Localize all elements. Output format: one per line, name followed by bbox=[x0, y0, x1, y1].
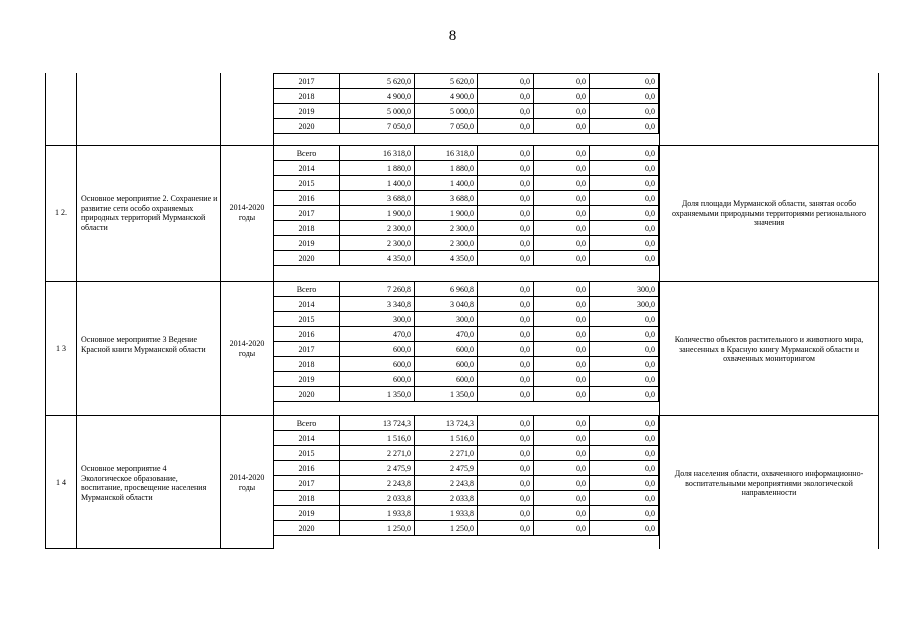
table-row bbox=[274, 221, 659, 236]
table-row bbox=[274, 476, 659, 491]
table-row bbox=[274, 206, 659, 221]
value-cell: 2 033,8 bbox=[415, 491, 478, 506]
value-cell: 1 900,0 bbox=[340, 206, 415, 221]
section-number: 1 2. bbox=[55, 208, 67, 217]
value-cell: 0,0 bbox=[590, 161, 659, 176]
table-row bbox=[274, 387, 659, 402]
section-1-4 bbox=[45, 415, 879, 549]
section-period: 2014-2020 годы bbox=[229, 473, 265, 492]
year-cell: 2019 bbox=[274, 236, 340, 251]
value-cell: 0,0 bbox=[478, 416, 534, 431]
table-row bbox=[274, 506, 659, 521]
table-row bbox=[274, 282, 659, 297]
year-cell: 2019 bbox=[274, 506, 340, 521]
value-cell: 7 260,8 bbox=[340, 282, 415, 297]
year-cell: 2014 bbox=[274, 161, 340, 176]
table-row bbox=[274, 431, 659, 446]
value-cell: 1 933,8 bbox=[415, 506, 478, 521]
table-row bbox=[274, 89, 659, 104]
value-cell: 13 724,3 bbox=[340, 416, 415, 431]
value-cell: 1 400,0 bbox=[340, 176, 415, 191]
value-cell: 0,0 bbox=[534, 431, 590, 446]
value-cell: 0,0 bbox=[478, 191, 534, 206]
value-cell: 0,0 bbox=[478, 491, 534, 506]
value-cell: 600,0 bbox=[415, 372, 478, 387]
year-cell: 2014 bbox=[274, 297, 340, 312]
value-cell: 0,0 bbox=[478, 236, 534, 251]
value-cell: 2 271,0 bbox=[415, 446, 478, 461]
value-cell: 1 880,0 bbox=[340, 161, 415, 176]
value-cell: 0,0 bbox=[534, 476, 590, 491]
value-cell: 300,0 bbox=[415, 312, 478, 327]
year-cell: 2020 bbox=[274, 387, 340, 402]
value-cell: 0,0 bbox=[534, 416, 590, 431]
value-cell: 0,0 bbox=[534, 446, 590, 461]
value-cell: 3 688,0 bbox=[340, 191, 415, 206]
value-cell: 0,0 bbox=[478, 387, 534, 402]
value-cell: 0,0 bbox=[590, 357, 659, 372]
value-cell: 0,0 bbox=[590, 491, 659, 506]
year-cell: 2017 bbox=[274, 74, 340, 89]
section-1-2 bbox=[45, 145, 879, 281]
value-cell: 0,0 bbox=[590, 446, 659, 461]
value-cell: 0,0 bbox=[534, 297, 590, 312]
value-cell: 0,0 bbox=[590, 146, 659, 161]
table-row bbox=[274, 357, 659, 372]
value-cell: 0,0 bbox=[478, 446, 534, 461]
value-cell: 470,0 bbox=[415, 327, 478, 342]
table-row bbox=[274, 146, 659, 161]
value-cell: 3 040,8 bbox=[415, 297, 478, 312]
table-row bbox=[274, 446, 659, 461]
value-cell: 1 900,0 bbox=[415, 206, 478, 221]
value-cell: 600,0 bbox=[415, 342, 478, 357]
table-row bbox=[274, 327, 659, 342]
value-cell: 600,0 bbox=[340, 357, 415, 372]
value-cell: 0,0 bbox=[478, 146, 534, 161]
year-cell: 2015 bbox=[274, 312, 340, 327]
value-cell: 0,0 bbox=[590, 206, 659, 221]
value-cell: 0,0 bbox=[478, 431, 534, 446]
value-cell: 5 000,0 bbox=[340, 104, 415, 119]
value-cell: 16 318,0 bbox=[340, 146, 415, 161]
table-row bbox=[274, 342, 659, 357]
value-cell: 0,0 bbox=[590, 176, 659, 191]
value-cell: 0,0 bbox=[534, 461, 590, 476]
value-cell: 0,0 bbox=[534, 146, 590, 161]
value-cell: 0,0 bbox=[534, 282, 590, 297]
value-cell: 300,0 bbox=[590, 282, 659, 297]
section-title: Основное мероприятие 2. Сохранение и развитие сети особо охраняемых природных территорий Мурманской области bbox=[81, 194, 218, 232]
value-cell: 0,0 bbox=[478, 221, 534, 236]
value-cell: 1 350,0 bbox=[415, 387, 478, 402]
value-cell: 0,0 bbox=[478, 506, 534, 521]
value-cell: 2 300,0 bbox=[415, 236, 478, 251]
value-cell: 2 475,9 bbox=[340, 461, 415, 476]
table-row bbox=[274, 491, 659, 506]
value-cell: 2 243,8 bbox=[415, 476, 478, 491]
value-cell: 2 300,0 bbox=[340, 236, 415, 251]
value-cell: 0,0 bbox=[534, 491, 590, 506]
value-cell: 1 250,0 bbox=[340, 521, 415, 536]
value-cell: 4 900,0 bbox=[340, 89, 415, 104]
table-row bbox=[274, 372, 659, 387]
value-cell: 4 900,0 bbox=[415, 89, 478, 104]
value-cell: 0,0 bbox=[590, 119, 659, 134]
table-row bbox=[274, 297, 659, 312]
page-number: 8 bbox=[448, 28, 457, 44]
value-cell: 0,0 bbox=[534, 236, 590, 251]
year-cell: 2017 bbox=[274, 206, 340, 221]
value-cell: 0,0 bbox=[534, 206, 590, 221]
year-cell: 2016 bbox=[274, 461, 340, 476]
year-cell: 2016 bbox=[274, 327, 340, 342]
value-cell: 0,0 bbox=[534, 506, 590, 521]
value-cell: 0,0 bbox=[478, 372, 534, 387]
table-row bbox=[274, 521, 659, 536]
year-cell: 2017 bbox=[274, 342, 340, 357]
value-cell: 0,0 bbox=[590, 521, 659, 536]
value-cell: 0,0 bbox=[534, 251, 590, 266]
value-cell: 5 000,0 bbox=[415, 104, 478, 119]
year-cell: 2015 bbox=[274, 446, 340, 461]
value-cell: 2 271,0 bbox=[340, 446, 415, 461]
year-cell: 2020 bbox=[274, 119, 340, 134]
value-cell: 0,0 bbox=[534, 221, 590, 236]
section-number: 1 3 bbox=[56, 344, 66, 353]
value-cell: 0,0 bbox=[590, 191, 659, 206]
value-cell: 0,0 bbox=[478, 312, 534, 327]
value-cell: 0,0 bbox=[478, 461, 534, 476]
table-row bbox=[274, 461, 659, 476]
year-cell: 2018 bbox=[274, 221, 340, 236]
section-title: Основное мероприятие 3 Ведение Красной книги Мурманской области bbox=[81, 335, 206, 354]
value-cell: 0,0 bbox=[478, 297, 534, 312]
value-cell: 0,0 bbox=[534, 89, 590, 104]
value-cell: 0,0 bbox=[478, 282, 534, 297]
value-cell: 0,0 bbox=[590, 89, 659, 104]
value-cell: 4 350,0 bbox=[415, 251, 478, 266]
value-cell: 13 724,3 bbox=[415, 416, 478, 431]
table-row bbox=[274, 312, 659, 327]
value-cell: 0,0 bbox=[534, 372, 590, 387]
section-indicator: Доля населения области, охваченного информационно-воспитательными мероприятиями экологической направленности bbox=[674, 469, 864, 497]
value-cell: 0,0 bbox=[534, 104, 590, 119]
section-indicator: Доля площади Мурманской области, занятая особо охраняемыми природными территориями регионального значения bbox=[671, 199, 867, 227]
value-cell: 2 475,9 bbox=[415, 461, 478, 476]
value-cell: 0,0 bbox=[534, 327, 590, 342]
value-cell: 0,0 bbox=[478, 327, 534, 342]
year-cell: 2019 bbox=[274, 104, 340, 119]
value-cell: 0,0 bbox=[478, 476, 534, 491]
value-cell: 0,0 bbox=[534, 176, 590, 191]
section-period: 2014-2020 годы bbox=[229, 203, 265, 222]
value-cell: 0,0 bbox=[534, 161, 590, 176]
value-cell: 7 050,0 bbox=[415, 119, 478, 134]
value-cell: 2 300,0 bbox=[340, 221, 415, 236]
value-cell: 2 033,8 bbox=[340, 491, 415, 506]
value-cell: 0,0 bbox=[590, 416, 659, 431]
table-row bbox=[274, 251, 659, 266]
years-table bbox=[273, 73, 659, 134]
year-cell: Всего bbox=[274, 146, 340, 161]
value-cell: 1 880,0 bbox=[415, 161, 478, 176]
value-cell: 3 340,8 bbox=[340, 297, 415, 312]
table-row bbox=[274, 104, 659, 119]
year-cell: 2019 bbox=[274, 372, 340, 387]
value-cell: 3 688,0 bbox=[415, 191, 478, 206]
value-cell: 1 250,0 bbox=[415, 521, 478, 536]
value-cell: 6 960,8 bbox=[415, 282, 478, 297]
value-cell: 0,0 bbox=[534, 387, 590, 402]
year-cell: 2020 bbox=[274, 521, 340, 536]
value-cell: 300,0 bbox=[340, 312, 415, 327]
value-cell: 0,0 bbox=[478, 161, 534, 176]
value-cell: 2 300,0 bbox=[415, 221, 478, 236]
year-cell: 2018 bbox=[274, 89, 340, 104]
years-table bbox=[273, 145, 659, 266]
years-table bbox=[273, 281, 659, 402]
value-cell: 0,0 bbox=[534, 74, 590, 89]
section-1-3 bbox=[45, 281, 879, 415]
value-cell: 0,0 bbox=[534, 521, 590, 536]
value-cell: 0,0 bbox=[590, 372, 659, 387]
value-cell: 0,0 bbox=[590, 387, 659, 402]
value-cell: 4 350,0 bbox=[340, 251, 415, 266]
table-row bbox=[274, 236, 659, 251]
section-number: 1 4 bbox=[56, 478, 66, 487]
year-cell: 2018 bbox=[274, 491, 340, 506]
year-cell: Всего bbox=[274, 282, 340, 297]
year-cell: 2017 bbox=[274, 476, 340, 491]
value-cell: 0,0 bbox=[590, 236, 659, 251]
value-cell: 470,0 bbox=[340, 327, 415, 342]
value-cell: 0,0 bbox=[478, 342, 534, 357]
section-continuation bbox=[45, 73, 879, 145]
value-cell: 0,0 bbox=[590, 342, 659, 357]
value-cell: 1 400,0 bbox=[415, 176, 478, 191]
value-cell: 0,0 bbox=[590, 221, 659, 236]
value-cell: 0,0 bbox=[534, 342, 590, 357]
section-indicator: Количество объектов растительного и животного мира, занесенных в Красную книгу Мурманской области и охваченных мониторингом bbox=[674, 335, 864, 363]
value-cell: 0,0 bbox=[590, 251, 659, 266]
value-cell: 0,0 bbox=[478, 206, 534, 221]
value-cell: 0,0 bbox=[478, 74, 534, 89]
value-cell: 600,0 bbox=[340, 342, 415, 357]
value-cell: 1 516,0 bbox=[415, 431, 478, 446]
value-cell: 600,0 bbox=[415, 357, 478, 372]
value-cell: 1 516,0 bbox=[340, 431, 415, 446]
year-cell: 2015 bbox=[274, 176, 340, 191]
value-cell: 600,0 bbox=[340, 372, 415, 387]
value-cell: 0,0 bbox=[590, 431, 659, 446]
value-cell: 0,0 bbox=[590, 74, 659, 89]
value-cell: 7 050,0 bbox=[340, 119, 415, 134]
year-cell: 2016 bbox=[274, 191, 340, 206]
table-row bbox=[274, 416, 659, 431]
value-cell: 0,0 bbox=[478, 176, 534, 191]
value-cell: 0,0 bbox=[478, 521, 534, 536]
year-cell: 2014 bbox=[274, 431, 340, 446]
value-cell: 5 620,0 bbox=[340, 74, 415, 89]
value-cell: 0,0 bbox=[590, 476, 659, 491]
value-cell: 5 620,0 bbox=[415, 74, 478, 89]
value-cell: 1 350,0 bbox=[340, 387, 415, 402]
value-cell: 0,0 bbox=[534, 119, 590, 134]
value-cell: 0,0 bbox=[478, 251, 534, 266]
table-row bbox=[274, 119, 659, 134]
table-row bbox=[274, 191, 659, 206]
value-cell: 0,0 bbox=[478, 89, 534, 104]
value-cell: 16 318,0 bbox=[415, 146, 478, 161]
value-cell: 0,0 bbox=[534, 357, 590, 372]
value-cell: 0,0 bbox=[534, 312, 590, 327]
value-cell: 300,0 bbox=[590, 297, 659, 312]
value-cell: 0,0 bbox=[534, 191, 590, 206]
year-cell: 2018 bbox=[274, 357, 340, 372]
value-cell: 1 933,8 bbox=[340, 506, 415, 521]
table-row bbox=[274, 176, 659, 191]
value-cell: 0,0 bbox=[478, 104, 534, 119]
section-title: Основное мероприятие 4 Экологическое образование, воспитание, просвещение населения Мурманской области bbox=[81, 464, 207, 502]
value-cell: 0,0 bbox=[590, 461, 659, 476]
value-cell: 0,0 bbox=[590, 104, 659, 119]
table-row bbox=[274, 74, 659, 89]
value-cell: 0,0 bbox=[478, 357, 534, 372]
table-row bbox=[274, 161, 659, 176]
years-table bbox=[273, 415, 659, 536]
section-period: 2014-2020 годы bbox=[229, 339, 265, 358]
year-cell: 2020 bbox=[274, 251, 340, 266]
value-cell: 0,0 bbox=[478, 119, 534, 134]
value-cell: 2 243,8 bbox=[340, 476, 415, 491]
value-cell: 0,0 bbox=[590, 312, 659, 327]
value-cell: 0,0 bbox=[590, 327, 659, 342]
year-cell: Всего bbox=[274, 416, 340, 431]
value-cell: 0,0 bbox=[590, 506, 659, 521]
